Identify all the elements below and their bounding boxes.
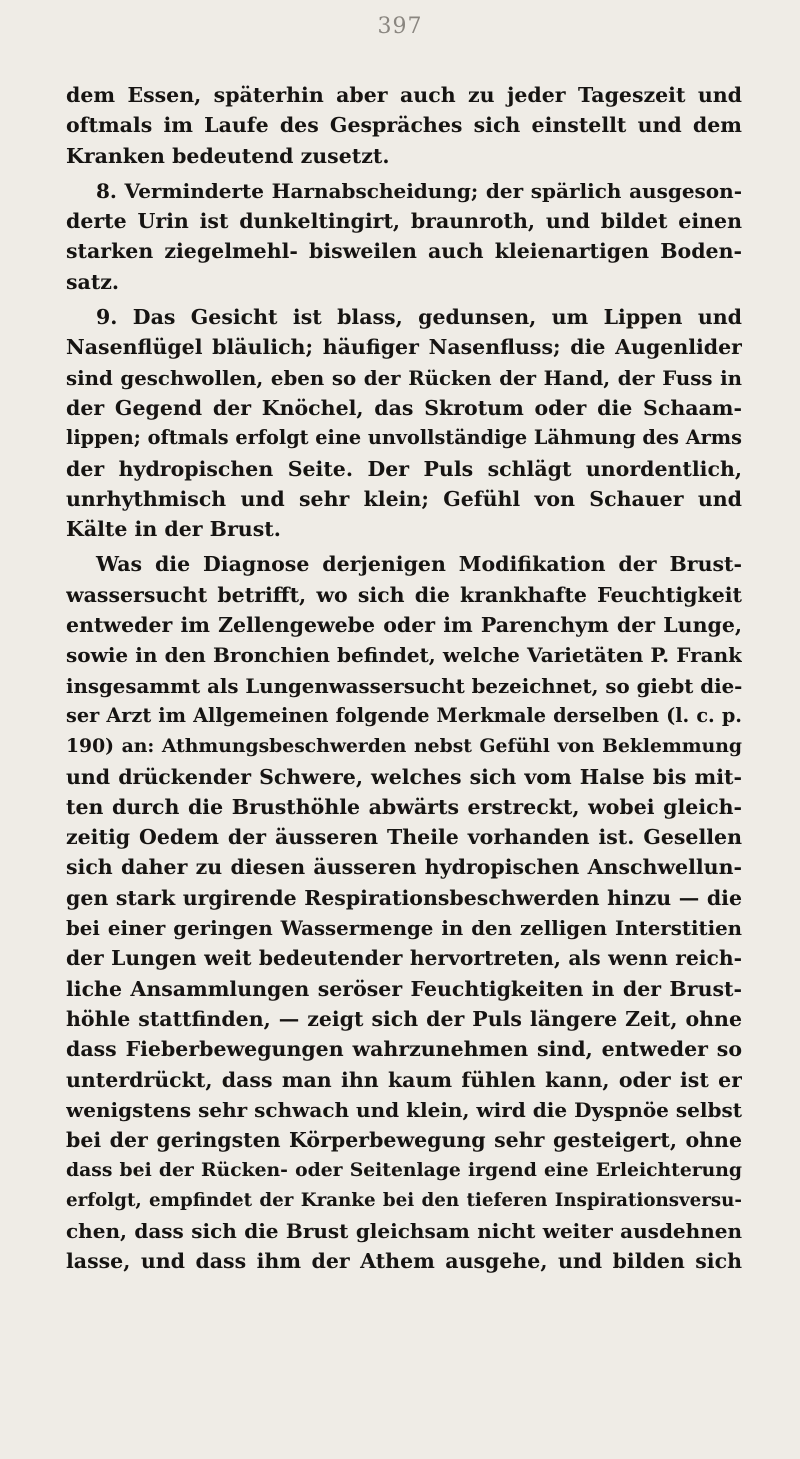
- text-line: unterdrückt, dass man ihn kaum fühlen kann, oder ist er: [66, 1067, 742, 1092]
- page-number: 397: [377, 14, 423, 39]
- text-line: der Lungen weit bedeutender hervortreten, als wenn reich-: [66, 946, 742, 971]
- body-text: [66, 80, 742, 1277]
- text-line: wenigstens sehr schwach und klein, wird die Dyspnöe selbst: [66, 1097, 742, 1122]
- text-line: bei einer geringen Wassermenge in den zelligen Interstitien: [66, 916, 742, 941]
- text-line: entweder im Zellengewebe oder im Parenchym der Lunge,: [66, 613, 742, 638]
- text-line: und drückender Schwere, welches sich vom Halse bis mit-: [66, 764, 742, 789]
- text-line: ser Arzt im Allgemeinen folgende Merkmale derselben (l. c. p.: [66, 703, 742, 727]
- text-line: höhle stattfinden, — zeigt sich der Puls längere Zeit, ohne: [66, 1006, 742, 1031]
- text-line: 190) an: Athmungsbeschwerden nebst Gefühl von Beklemmung: [66, 735, 742, 758]
- text-line: Nasenflügel bläulich; häufiger Nasenfluss; die Augenlider: [66, 335, 742, 360]
- text-line: dass Fieberbewegungen wahrzunehmen sind, entweder so: [66, 1037, 742, 1062]
- text-line: ten durch die Brusthöhle abwärts erstreckt, wobei gleich-: [66, 794, 742, 819]
- text-line: der hydropischen Seite. Der Puls schlägt unordentlich,: [66, 456, 742, 481]
- text-line: chen, dass sich die Brust gleichsam nicht weiter ausdehnen: [66, 1218, 742, 1243]
- text-line: lippen; oftmals erfolgt eine unvollständige Lähmung des Arms: [66, 426, 742, 450]
- text-line: 9. Das Gesicht ist blass, gedunsen, um Lippen und: [96, 305, 742, 330]
- text-line: dem Essen, späterhin aber auch zu jeder Tageszeit und: [66, 83, 742, 107]
- text-line: sind geschwollen, eben so der Rücken der Hand, der Fuss in: [66, 365, 742, 390]
- text-line: oftmals im Laufe des Gespräches sich einstellt und dem: [66, 113, 742, 138]
- text-line: sowie in den Bronchien befindet, welche Varietäten P. Frank: [66, 643, 742, 668]
- text-line: Kälte in der Brust.: [66, 517, 281, 542]
- text-line: sich daher zu diesen äusseren hydropischen Anschwellun-: [66, 855, 742, 880]
- text-line: Kranken bedeutend zusetzt.: [66, 143, 390, 168]
- text-line: wassersucht betrifft, wo sich die krankhafte Feuchtigkeit: [66, 582, 742, 607]
- text-line: insgesammt als Lungenwassersucht bezeichnet, so giebt die-: [66, 673, 742, 698]
- text-line: Was die Diagnose derjenigen Modifikation der Brust-: [96, 552, 742, 577]
- text-line: dass bei der Rücken- oder Seitenlage irgend eine Erleichterung: [66, 1159, 742, 1182]
- text-line: starken ziegelmehl- bisweilen auch kleienartigen Boden-: [66, 239, 742, 264]
- text-line: derte Urin ist dunkeltingirt, braunroth, und bildet einen: [66, 209, 742, 234]
- text-line: zeitig Oedem der äusseren Theile vorhanden ist. Gesellen: [66, 825, 742, 850]
- text-line: gen stark urgirende Respirationsbeschwerden hinzu — die: [66, 885, 742, 910]
- text-line: erfolgt, empfindet der Kranke bei den tieferen Inspirationsversu-: [66, 1189, 742, 1211]
- text-line: liche Ansammlungen seröser Feuchtigkeiten in der Brust-: [66, 976, 742, 1001]
- text-line: satz.: [66, 269, 120, 294]
- text-line: bei der geringsten Körperbewegung sehr gesteigert, ohne: [66, 1128, 742, 1153]
- text-line: 8. Verminderte Harnabscheidung; der spärlich ausgeson-: [96, 178, 742, 203]
- text-line: der Gegend der Knöchel, das Skrotum oder die Schaam-: [66, 395, 742, 420]
- text-line: lasse, und dass ihm der Athem ausgehe, und bilden sich: [66, 1249, 742, 1274]
- text-line: unrhythmisch und sehr klein; Gefühl von Schauer und: [66, 486, 742, 511]
